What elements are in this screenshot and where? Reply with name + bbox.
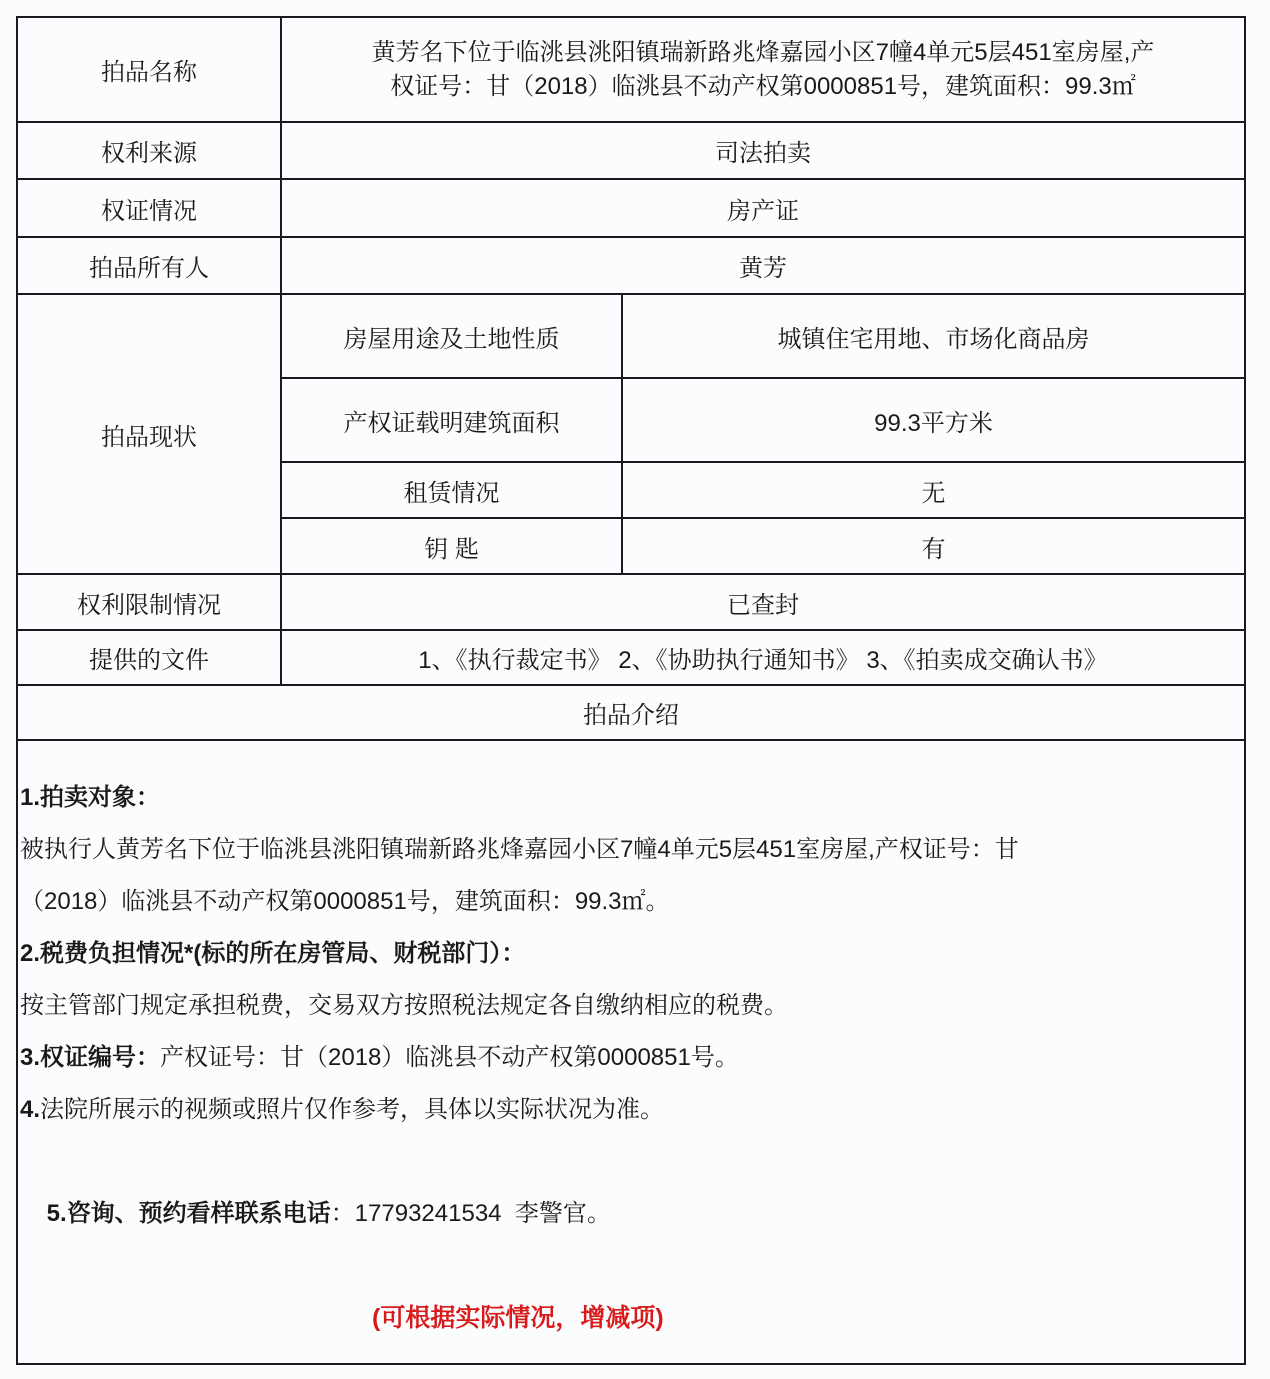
intro-section-5-body: ：17793241534 李警官。	[330, 1200, 611, 1227]
item-name-label: 拍品名称	[101, 59, 197, 86]
intro-section-3-body: 产权证号：甘（2018）临洮县不动产权第0000851号。	[160, 1044, 739, 1071]
intro-section-1-title: 1.拍卖对象：	[20, 784, 161, 811]
usage-value: 城镇住宅用地、市场化商品房	[777, 325, 1090, 353]
key-label: 钥 匙	[424, 535, 479, 563]
owner-value: 黄芳	[739, 255, 787, 282]
row-divider	[16, 739, 1246, 741]
restrictions-label: 权利限制情况	[77, 591, 221, 619]
item-name-value	[282, 18, 1244, 121]
documents-value: 1、《执行裁定书》 2、《协助执行通知书》 3、《拍卖成交确认书》	[418, 647, 1108, 674]
documents-label: 提供的文件	[89, 647, 209, 674]
adjustable-note: (可根据实际情况，增减项)	[372, 1304, 664, 1332]
intro-body	[20, 772, 1240, 1345]
usage-label: 房屋用途及土地性质	[343, 325, 560, 353]
area-label: 产权证载明建筑面积	[343, 409, 560, 437]
owner-label: 拍品所有人	[89, 255, 209, 282]
certificate-status-label: 权证情况	[101, 197, 197, 225]
intro-section-5-title: 5.咨询、预约看样联系电话	[46, 1200, 331, 1227]
current-status-label: 拍品现状	[101, 423, 197, 451]
rights-source-label: 权利来源	[101, 140, 197, 167]
key-value: 有	[921, 535, 946, 563]
intro-header: 拍品介绍	[583, 702, 679, 729]
adjustable-note-row	[20, 1292, 1240, 1345]
certificate-status-value: 房产证	[727, 197, 799, 225]
intro-section-5	[20, 1136, 1240, 1292]
lease-label: 租赁情况	[403, 479, 500, 507]
intro-section-4	[20, 1084, 1240, 1136]
intro-section-3-title: 3.权证编号：	[20, 1044, 161, 1071]
rights-source-value: 司法拍卖	[715, 140, 811, 167]
lease-value: 无	[921, 479, 946, 507]
intro-section-2-body: 按主管部门规定承担税费，交易双方按照税法规定各自缴纳相应的税费。	[20, 992, 788, 1019]
restrictions-value: 已查封	[727, 591, 799, 619]
intro-section-3	[20, 1032, 1240, 1084]
item-name-line1: 黄芳名下位于临洮县洮阳镇瑞新路兆烽嘉园小区7幢4单元5层451室房屋,产	[371, 38, 1155, 66]
area-value: 99.3平方米	[874, 409, 993, 437]
intro-section-2-title: 2.税费负担情况*(标的所在房管局、财税部门）：	[20, 940, 526, 967]
intro-section-4-body: 法院所展示的视频或照片仅作参考，具体以实际状况为准。	[40, 1096, 665, 1123]
intro-section-1-line1: 被执行人黄芳名下位于临洮县洮阳镇瑞新路兆烽嘉园小区7幢4单元5层451室房屋,产权证号：甘	[20, 836, 1019, 863]
intro-section-4-number: 4.	[20, 1096, 41, 1123]
item-name-line2: 权证号：甘（2018）临洮县不动产权第0000851号，建筑面积：99.3㎡	[390, 72, 1136, 100]
intro-section-1-line2: （2018）临洮县不动产权第0000851号，建筑面积：99.3㎡。	[20, 888, 670, 915]
